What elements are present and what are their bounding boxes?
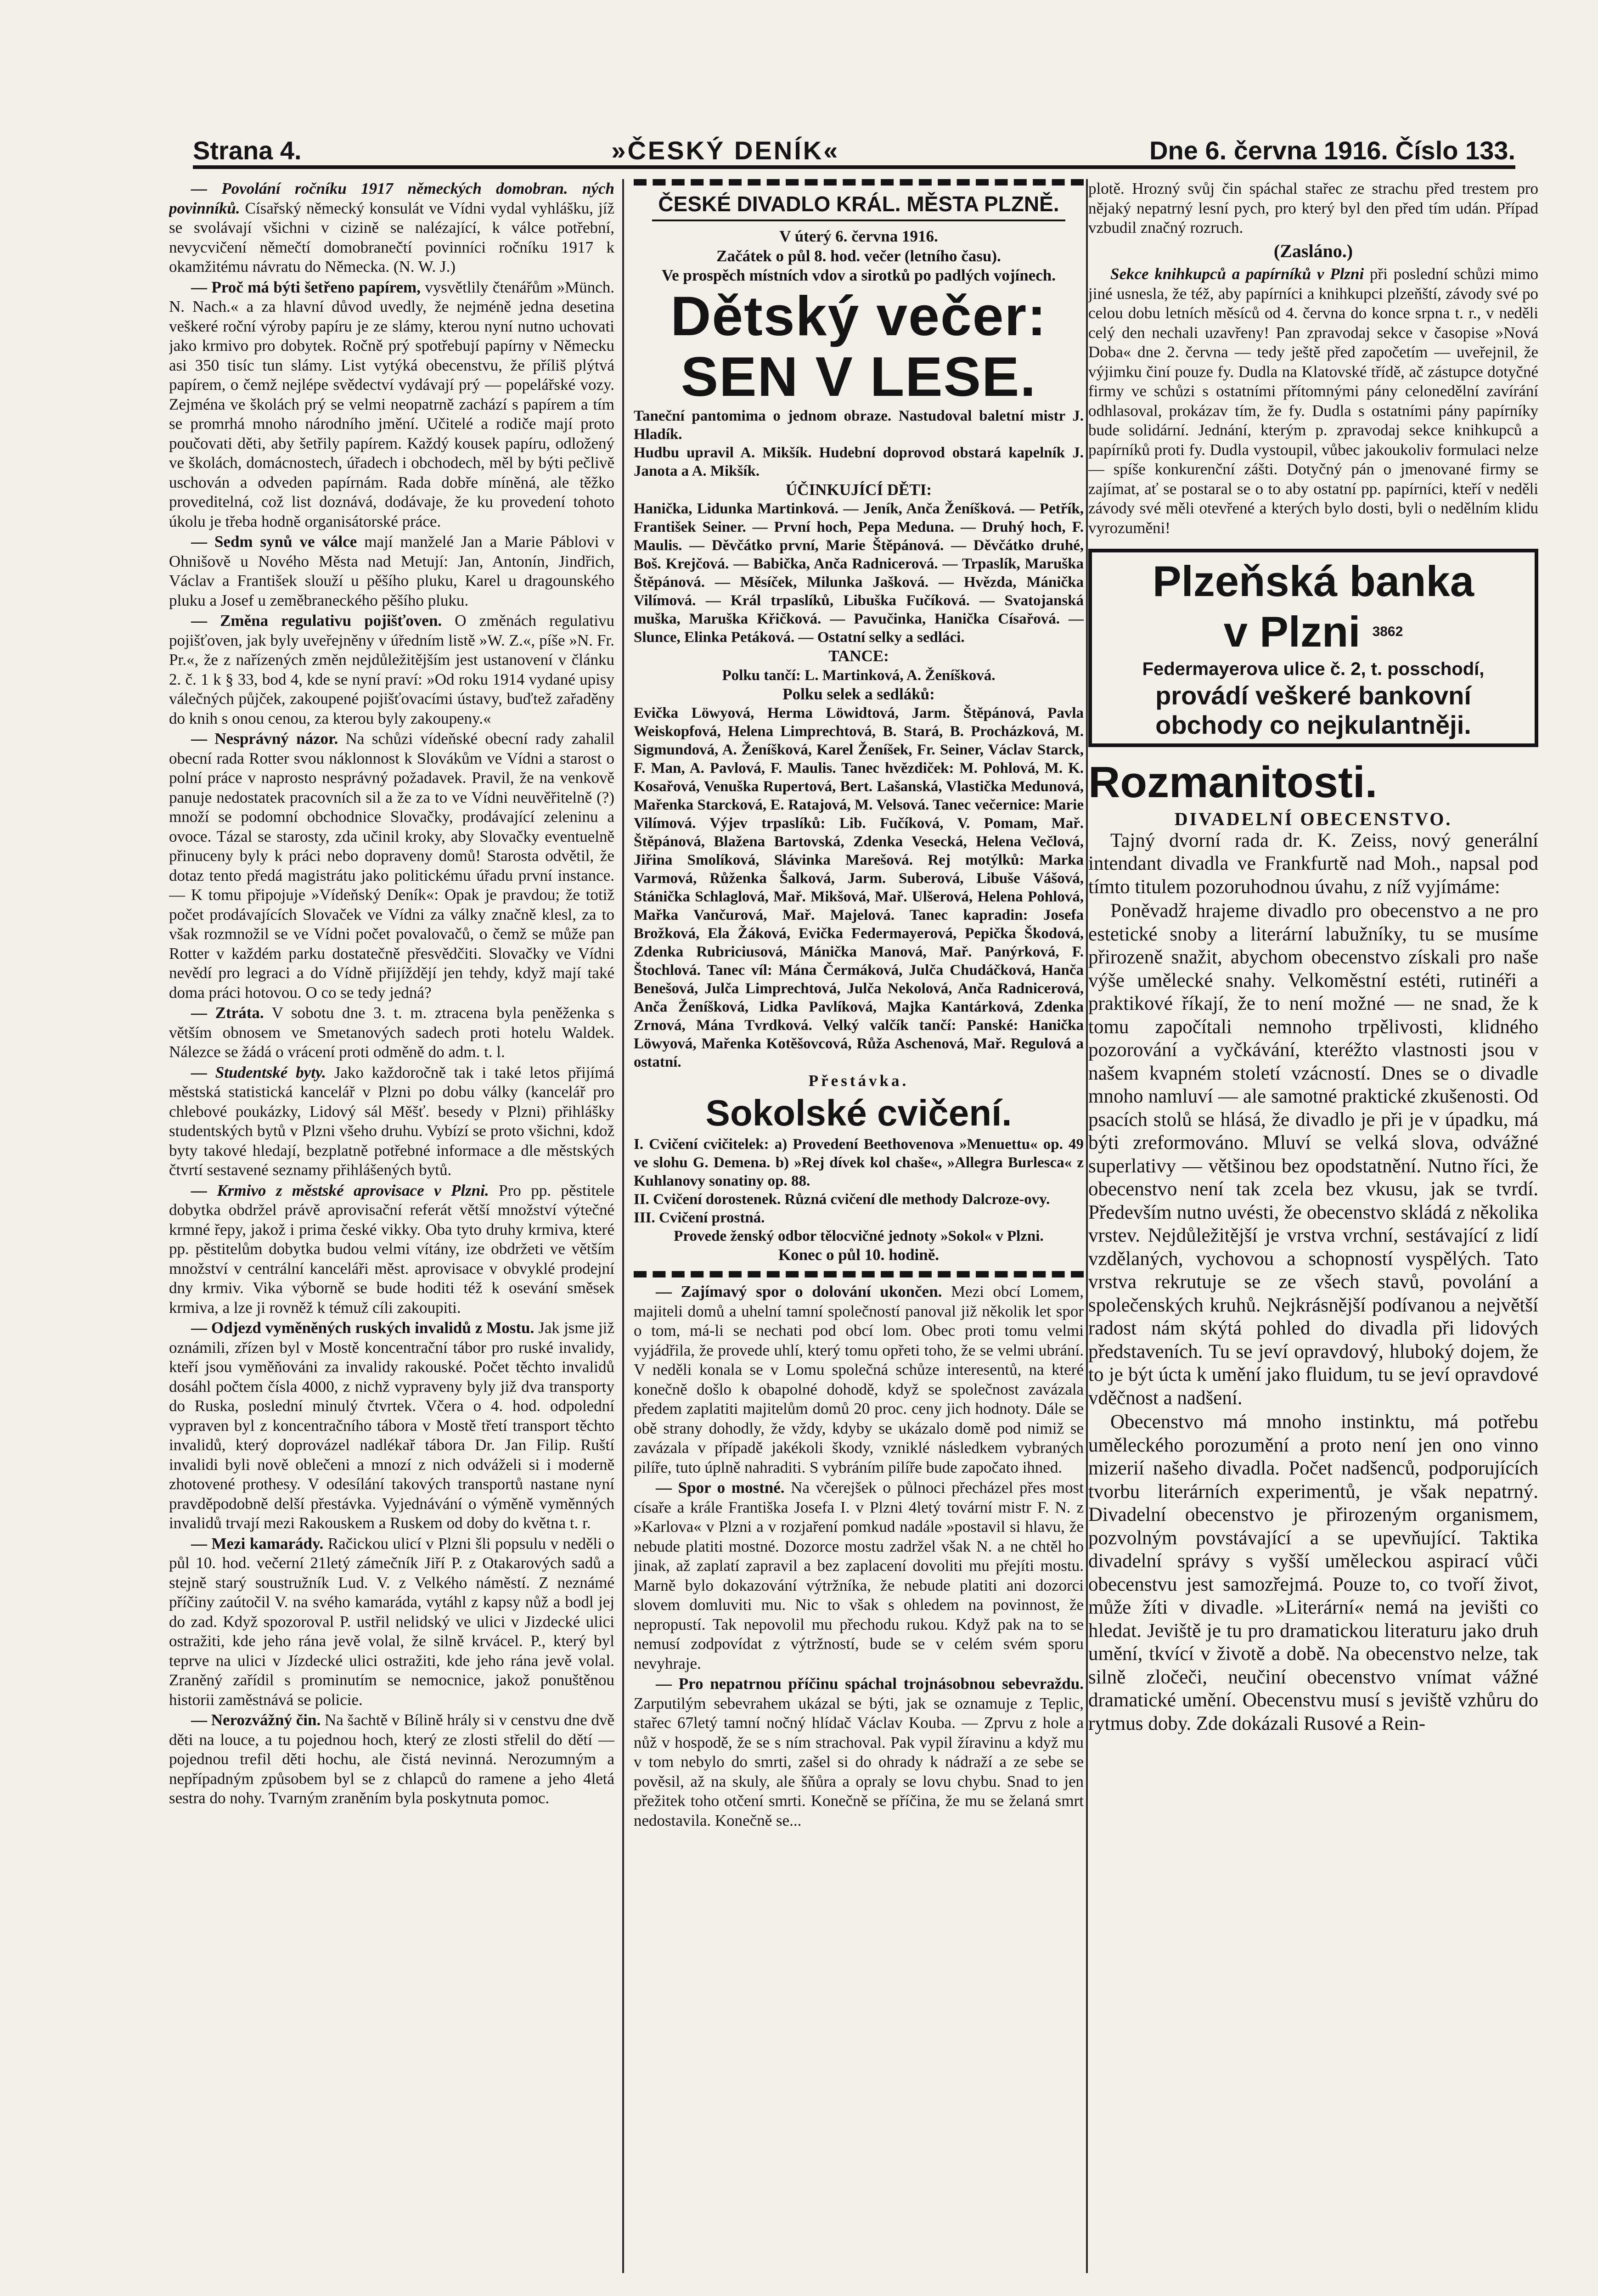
exercise-3: III. Cvičení prostná.: [634, 1209, 765, 1226]
event-title: Dětský večer:: [670, 284, 1047, 347]
exercise-4: Provede ženský odbor tělocvičné jednoty »Sokol« v Plzni.: [674, 1227, 1044, 1244]
article: — Pro nepatrnou příčinu spáchal trojnásobnou sebevraždu. Zarputilým sebevrahem ukázal se býti, jak se oznamuje z Teplic, stařec 67letý tamní nočný hlídač Václav Kouba. — Zprvu z hole a nůž v hospodě, že se s ním strachoval. Pak vypil žíravinu a když mu v tom nebylo do smrti, zašel si do ohrady k nádraží a ze sebe se pověsil, až na skuly, ale šňůra a opraly se lovu chybu. Snad to jen přežitek toho otčení smrti. Konečně se příčina, že mu se želaná smrt nedostavila. Konečně se...: [634, 1675, 1084, 1829]
sokol-title: Sokolské cvičení.: [705, 1092, 1012, 1133]
masthead: »ČESKÝ DENÍK«: [611, 136, 840, 165]
article-continued: plotě. Hrozný svůj čin spáchal stařec ze strachu před trestem pro nějaký nepatrný lesní pych, pro který byl den před tím udán. Případ vzbudil značný rozruch.: [1088, 180, 1538, 236]
theatre-date: V úterý 6. června 1916.: [779, 227, 938, 245]
column-rule: [622, 179, 624, 2273]
column-2: [634, 179, 1084, 2273]
article: — Sedm synů ve válce mají manželé Jan a Marie Páblovi v Ohnišově u Nového Města nad Metují: Jan, Antonín, Jindřich, Václav a František slouží u pěšího pluku, Karel u dragounského pluku a Josef u zeměbraneckého pěšího pluku.: [169, 533, 614, 609]
article: — Povolání ročníku 1917 německých domobran. ných povinníků. Císařský německý konsulát ve Vídni vydal vyhlášku, jíž se svolávají všichni v cizině se nalézající, k válce potřební, nevycvičení němečtí domobranečtí povinníci ročníku 1917 k okamžitému návratu do Německa. (N. W. J.): [169, 180, 614, 276]
event-description: Taneční pantomima o jednom obraze. Nastudoval baletní mistr J. Hladík.: [634, 407, 1084, 443]
column-rule: [1086, 179, 1088, 2273]
article: — Odjezd vyměněných ruských invalidů z Mostu. Jak jsme již oznámili, zřízen byl v Mostě koncentrační tábor pro ruské invalidy, kteří jsou vyměňováni za invalidy rakouské. Počet těchto invalidů dosáhl počtem čísla 4000, z nichž vypraveny byly již dva transporty do Ruska, poslední minulý čtvrtek. Včera o 4. hod. odpolední vypraven byl z koncentračního tábora v Mostě třetí transport těchto invalidů, který doprovázel nadlékař tábora Dr. Jan Filip. Ruští invalidi byli nově oblečeni a mnozí z nich odváželi si i moderně zhotovené prothesy. V odesílání takových transportů nastane nyní pravděpodobně delší přestávka. Vyjednávání o výměně vyměnných invalidů trvají mezi Rakouskem a Ruskem od doby do května t. r.: [169, 1319, 614, 1532]
dance-heading: TANCE:: [828, 647, 889, 665]
interlude: Přestávka.: [808, 1072, 909, 1090]
bank-number: 3862: [1372, 624, 1403, 639]
article: — Spor o mostné. Na včerejšek o půlnoci přecházel přes most císaře a krále Františka Josefa I. v Plzni 4letý tovární mistr F. N. z »Karlova« v Plzni a v rozjaření pomkud nadále »postavil si hlavu, že nebude platiti mostné. Dozorce mostu zadržel však N. a ne chtěl ho jinak, až zaplatí zapravil a bez zaplacení dovoliti mu přejíti mostu. Marně bylo dokazování výtržníka, že nebude platiti ani dozorci slovem domluviti mu. Nic to však s ohledem na povinnost, že nepropustí. Tak nepovolil mu přechodu rukou. Když pak na to se nemusí zodpovídat z výtržností, bude se v celém svém sporu nevyhraje.: [634, 1479, 1084, 1672]
cast-heading: ÚČINKUJÍCÍ DĚTI:: [786, 480, 932, 499]
bank-address: Federmayerova ulice č. 2, t. posschodí,: [1142, 659, 1485, 679]
page-number: Strana 4.: [193, 136, 302, 165]
article: — Zajímavý spor o dolování ukončen. Mezi obcí Lomem, majiteli domů a uhelní tamní společností panoval již několik let spor o tom, má-li se nechati pod obcí lom. Obec proti tomu velmi vyjádřila, že provede uhlí, který tomu opřeti toho, že se velmi ubrání. V neděli konala se v Lomu společná schůze interesentů, na které konečně došlo k obapolné dohodě, když se společnost zavázala předem zaplatiti majitelům domů 20 proc. ceny jich hodnoty. Dále se obě strany dohodly, že vždy, kdyby se ukázalo domě pod nimiž se zavázala v případě jakékoli škody, vzniklé následkem vybraných pilíře, tuto úplně nahraditi. S vybráním pilíře bude započato ihned.: [634, 1283, 1084, 1476]
issue-date: Dne 6. června 1916. Číslo 133.: [1149, 136, 1515, 165]
bank-line-1: provádí veškeré bankovní: [1155, 681, 1471, 710]
exercise-2: II. Cvičení dorostenek. Různá cvičení dle methody Dalcroze-ovy.: [634, 1191, 1050, 1208]
section-title: Rozmanitosti.: [1088, 758, 1378, 807]
event-music: Hudbu upravil A. Mikšík. Hudební doprovod obstará kapelník J. Janota a A. Mikšík.: [634, 444, 1084, 479]
bank-city: v Plzni $^{3862}$: [1223, 608, 1403, 656]
article-subhead: DIVADELNÍ OBECENSTVO.: [1174, 809, 1452, 829]
article: Sekce knihkupců a papírníků v Plzni při poslední schůzi mimo jiné usnesla, že též, aby papírníci a knihkupci plzeňští, závody své po celou dobu letních měsíců od 4. června do konce srpna t. r., v neděli celý den nechali uzavřeny! Pan zpravodaj sekce v časopise »Nová Doba« dne 2. června — tedy ještě před započetím — uveřejnil, že výjimku činí pouze fy. Dudla na Klatovské třídě, ač zástupce dotyčné firmy ve schůzi s ostatními přítomnými pány celonedělní zavírání odhlasoval, prokázav tím, že fy. Dudla s ostatními pány papírníky bude solidární. Jednání, kterým p. zpravodaj sekce knihkupců a papírníků proti fy. Dudla vystoupil, vůbec jakoukoliv formulaci nelze — spíše konkurenční zášti. Dotyčný pán o jmenované firmy se zajímat, ať se postaral se o to aby ostatní pp. papírníci, kteří v neděli závody své měli otevřené a kterých bylo dosti, byli o nedělním klidu vyrozuměni!: [1088, 265, 1538, 537]
program-end: Konec o půl 10. hodině.: [778, 1245, 940, 1264]
article: — Nerozvážný čin. Na šachtě v Bílině hrály si v censtvu dne dvě děti na louce, a tu pojednou hoch, který ze zlosti střelil do dětí — pojednou trefil děti hochu, ale čistá nevinná. Nerozumným a nepřípadným způsobem byl se z chlapců do ramene a jeho 4letá sestra do nohy. Tvarným zraněním byla poskytnuta pomoc.: [169, 1711, 614, 1807]
page-header: [193, 124, 1515, 169]
zaslano-heading: (Zasláno.): [1273, 240, 1353, 261]
column-1: [169, 179, 614, 2273]
paragraph: Tajný dvorní rada dr. K. Zeiss, nový generální intendant divadla ve Frankfurtě nad Moh., napsal pod tímto titulem pozoruhodnou úvahu, z níž vyjímáme:: [1088, 829, 1538, 898]
paragraph: Obecenstvo má mnoho instinktu, má potřebu uměleckého porozumění a proto není jen ono vinno mizerií našeho divadla. Počet nadšenců, podporujících tvorbu literárních experimentů, je však nepatrný. Divadelní obecenstvo je přirozeným organismem, pozvolným povstávající a se upevňující. Taktika divadelní správy s vyšší uměleckou aspirací vůči obecenstvu jest samozřejmá. Pouze to, co tvoří život, může žíti v divadle. »Literární« nemá na jevišti co hledat. Jeviště je tu pro dramatickou literaturu jako druh umění, tkvící v životě a době. Na obecenstvo nelze, tak silně zločeči, neučiní obecenstvo vnímat vážné dramatické umění. Obecenstvu musí s jeviště vzhůru do rytmus doby. Zde dokázali Rusové a Rein-: [1088, 1411, 1538, 1734]
dance-polka: Polku tančí: L. Martinková, A. Ženíšková.: [722, 667, 996, 684]
dance-peasants-heading: Polku selek a sedláků:: [782, 685, 935, 703]
article: — Proč má býti šetřeno papírem, vysvětlily čtenářům »Münch. N. Nach.« a za hlavní důvod uvedly, že nejméně jedna desetina veškeré roční výroby papíru je ze slámy, kterou nyní nutno uchovati jako krmivo pro dobytek. Ročně prý spotřebují papírny v Německu asi 350 tisíc tun slámy. List vytýká obecenstvu, že příliš plýtvá papírem, o čemž nejlépe svědectví vydávají prý — popelářské vozy. Zejména ve školách prý se velmi neopatrně zachází s papírem a tím se promrhá mnoho národního jmění. Učitelé a rodiče mají proto poučovati děti, aby šetřily papírem. Každý kousek papíru, odložený ve školách, domácnostech, úřadech i obchodech, měl by býti pečlivě uschován a odveden papírnám. Rada dobře míněná, ale těžko proveditelná, což list doznává, dodávaje, že ku provedení tohoto úkolu je třeba hodně organisátorské práce.: [169, 278, 614, 530]
theatre-title: ČESKÉ DIVADLO KRÁL. MĚSTA PLZNĚ.: [652, 192, 1065, 221]
article: — Změna regulativu pojišťoven. O změnách regulativu pojišťoven, jak byly uveřejněny v úředním listě »W. Z.«, píše »N. Fr. Pr.«, že z nařízených změn nejdůležitějším jest ustanovení v článku 2. č. 1 k § 33, bod 4, kde se nyní praví: »Od roku 1914 vydané upisy válečných půjček, zakoupené pojišťovacími ústavy, buďtež zařaděny do knih s onou cenou, za kterou byly zakoupeny.«: [169, 612, 614, 727]
cast-list: Hanička, Lidunka Martinková. — Jeník, Anča Ženíšková. — Petřík, František Seiner. — První hoch, Pepa Meduna. — Druhý hoch, F. Maulis. — Děvčátko první, Marie Štěpánová. — Děvčátko druhé, Boš. Krejčová. — Babička, Anča Radnicerová. — Trpaslík, Maruška Štěpánová. — Měsíček, Milunka Jašková. — Hvězda, Mánička Vilímová. — Král trpaslíků, Libuška Fučíková. — Svatojanská muška, Maruška Křičková. — Pavučinka, Hanička Císařová. — Slunce, Elinka Petáková. — Ostatní selky a sedláci.: [634, 501, 1084, 646]
theatre-time: Začátek o půl 8. hod. večer (letního času).: [716, 247, 1001, 265]
dance-list: Evička Löwyová, Herma Löwidtová, Jarm. Štěpánová, Pavla Weiskopfová, Helena Limprechtová, B. Stará, B. Procházková, M. Sigmundová, A. Ženíšková, Karel Ženíšek, Fr. Seiner, Václav Starck, F. Man, A. Pavlová, F. Maulis. Tanec hvězdiček: M. Pohlová, M. K. Kosařová, Venuška Rupertová, Bert. Lašanská, Vlastička Medunová, Mařenka Starcková, E. Ratajová, M. Velsová. Tanec večernice: Marie Vilímová. Výjev trpaslíků: Lib. Fučíková, V. Pomam, Mař. Štěpánová, Blažena Bartovská, Zdenka Vesecká, Helena Večlová, Jiřina Smolíková, Slávinka Marešová. Rej motýlků: Marka Varmová, Růženka Šalková, Jarm. Suberová, Libuše Vášová, Stánička Schlaglová, Mař. Mikšová, Mař. Ulšerová, Helena Pohlová, Mařka Vančurová, Mař. Majelová. Tanec kapradin: Josefa Brožková, Ela Žáková, Evička Federmayerová, Pepička Škodová, Zdenka Rubriciusová, Mánička Manová, Mař. Panýrková, F. Štochlová. Tanec víl: Mána Čermáková, Julča Chudáčková, Hanča Benešová, Julča Limprechtová, Julča Nekolová, Anča Radnicerová, Anča Ženíšková, Lidka Pavlíková, Majka Kantárková, Zdenka Zrnová, Mána Tvrdková. Velký valčík tančí: Panské: Hanička Löwyová, Mařenka Kotěšovcová, Růža Aschenová, Mař. Regulová a ostatní.: [634, 705, 1084, 1070]
article: — Nesprávný názor. Na schůzi vídeňské obecní rady zahalil obecní rada Rotter svou náklonnost k Slovákům ve Vídni a starost o polní práce v naprosto nesprávný požadavek. Pravil, že na venkově panuje nedostatek pracovních sil a že za to ve Vídni neuvěřitelně (?) množí se podomní obchodnice Slovačky, prodávající zeleninu a ovoce. Tázal se starosty, zda učinil kroky, aby Slovačky eventuelně přinuceny byly k práci nebo dopraveny domů! Starosta odvětil, že dotaz tento předá magistrátu jako politickému úřadu první instance. — K tomu připojuje »Vídeňský Deník«: Opak je pravdou; že totiž počet prodávajících Slovaček ve Vídni za války značně klesl, za to však rozmnožil se ve Vídni počet povalovačů, o čemž se může pan Rotter v každém parku dostatečně přesvědčiti. Slovačky ve Vídni nevědí pro legraci a do Vídně přijíždějí jen tehdy, když mají také doma práci hotovou. O co se tedy jedná?: [169, 730, 614, 1002]
article: — Studentské byty. Jako každoročně tak i také letos přijímá městská statistická kancelář v Plzni po dobu války (kancelář pro chlebové poukázky, Lidový sál Měšť. besedy v Plzni) přihlášky studentských bytů v Plzni všeho druhu. Vybízí se proto všichni, kdož byty takové hledají, bezplatně potřebné informace a dle městských čtvrtí sestavené seznamy přihlášených bytů.: [169, 1063, 614, 1179]
column-3: [1088, 179, 1538, 2273]
bank-line-2: obchody co nejkulantněji.: [1155, 710, 1471, 739]
theatre-program: [634, 179, 1084, 1277]
bank-advertisement: [1088, 549, 1538, 747]
theatre-benefit: Ve prospěch místních vdov a sirotků po padlých vojínech.: [662, 266, 1056, 284]
article-body: [1088, 829, 1538, 1736]
bank-name: Plzeňská banka: [1152, 557, 1474, 605]
paragraph: Poněvadž hrajeme divadlo pro obecenstvo a ne pro estetické snoby a literární labužníky, tu se musíme přirozeně snažit, abychom obecenstvo získali pro naše výše umělecké snahy. Velkoměstní estéti, rutinéři a praktikové říkají, že to není možné — ne snad, že k tomu započítali nemnoho trpělivosti, klidného pozorování a vyčkávání, kteréžto vlastnosti jsou v našem kvapném století vzácností. Dnes se o divadle mnoho namluví — ale samotné praktické zkušenosti. Od psacích stolů se hlásá, že divadlo je při je v úpadku, má býti zreformováno. Mluví se velká slova, odvážné superlativy — většinou bez opodstatnění. Nutno říci, že obecenstvo není tak zcela bez vkusu, jak se tvrdí. Především nutno uvésti, že obecenstvo skládá z několika vrstev. Nejdůležitější je vrstva vrchní, sestávající z lidí vzdělaných, vychovou a schopností vyspělých. Tato vrstva rekrutuje se ze všech stavů, povolání a společenských kruhů. Nejkrásnější podívanou a největší radost nám skýtá pohled do divadla při lidových představeních. Tu se jeví opravdový, hluboký dojem, že to je být úcta k umění jako fluidum, tu se jeví opravdové vděčnost a nadšení.: [1088, 900, 1538, 1409]
article: — Ztráta. V sobotu dne 3. t. m. ztracena byla peněženka s větším obnosem ve Smetanových sadech proti hotelu Waldek. Nálezce se žádá o vrácení proti odměně do adm. t. l.: [169, 1004, 614, 1061]
article: — Mezi kamarády. Račickou ulicí v Plzni šli popsulu v neděli o půl 10. hod. večerní 21letý zámečník Jiří P. z Otakarových sadů a stejně starý soustružník Lud. V. z Velkého náměstí. Z neznámé příčiny zaútočil V. na svého kamaráda, vytáhl z kapsy nůž a bodl jej do zad. Když spozoroval P. ustřil nelidský ve ulici v Jizdecké ulici ostražiti, kde jeho rána jevě volal, že silně krvácel. P., který byl teprve na ulici v Jízdecké ulici ostražiti, kde jeho rána jevě volal. Zraněný zařídil s prominutím se nemocnice, jakož ponuštěnou historii zaměstnává se policie.: [169, 1534, 614, 1709]
event-name: SEN V LESE.: [681, 345, 1037, 408]
article: — Krmivo z městské aprovisace v Plzni. Pro pp. pěstitele dobytka obdržel právě aprovisační referát větší množství výtečné krmné řepy, jakož i prima české vikky. Oba tyto druhy krmiva, které pp. pěstitelům dobytka budou velmi vítány, ize obdržeti ve větším množství v centrální kanceláři měst. aprovisace v obvyklé prodejní dny krmiv. Vika výborně se bude hoditi též k osevání směsek krmiva, a lze ji rovněž k témuž cíli zakoupiti.: [169, 1181, 614, 1317]
exercise-1: I. Cvičení cvičitelek: a) Provedení Beethovenova »Menuettu« op. 49 ve slohu G. Demena. b) »Rej dívek kol chaše«, »Allegra Burlesca« z Kuhlanovy sonatiny op. 88.: [634, 1136, 1084, 1189]
